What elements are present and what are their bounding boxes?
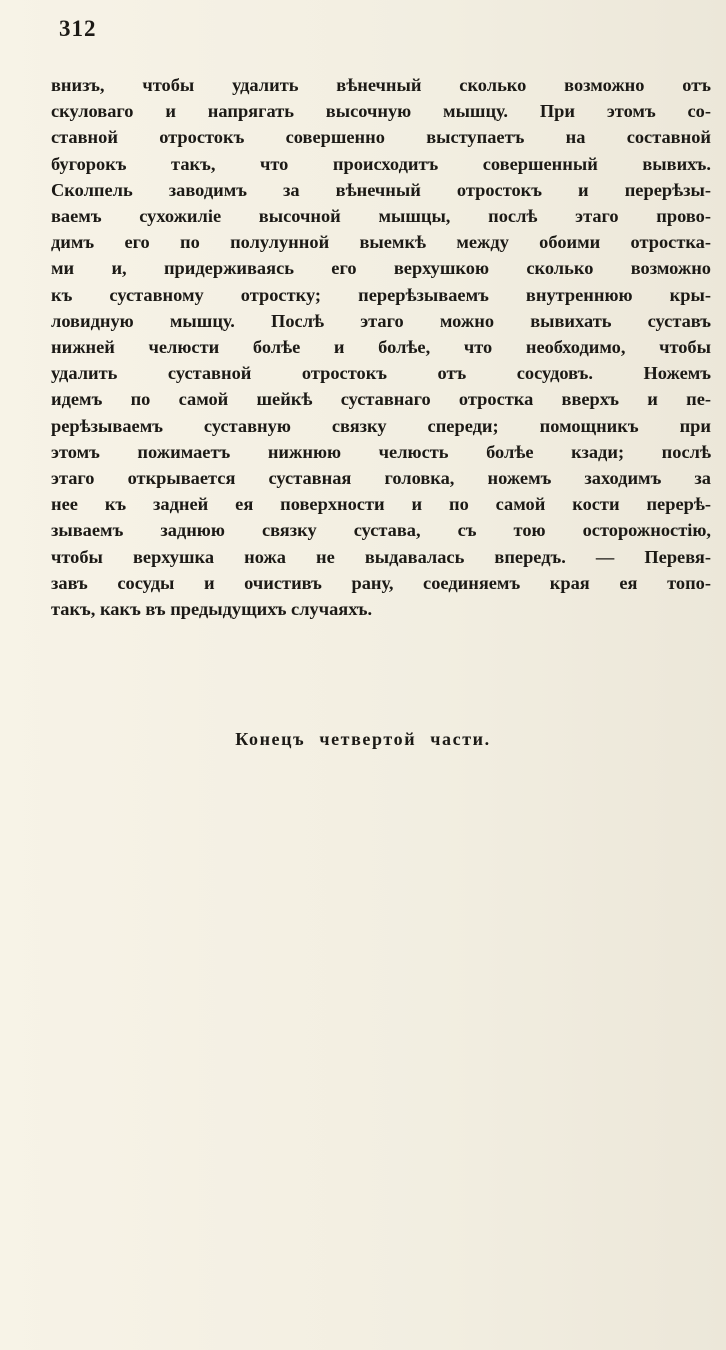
text-line: зываемъ заднюю связку сустава, съ тою осторожностію, bbox=[51, 520, 711, 541]
part-end-word: четвертой bbox=[319, 729, 417, 749]
text-line: бугорокъ такъ, что происходитъ совершенный вывихъ. bbox=[51, 153, 711, 174]
text-line: идемъ по самой шейкѣ суставнаго отростка вверхъ и пе- bbox=[51, 389, 711, 410]
text-line: Сколпель заводимъ за вѣнечный отростокъ и перерѣзы- bbox=[51, 179, 711, 200]
part-end-heading bbox=[0, 729, 726, 750]
text-line: скуловаго и напрягать высочную мышцу. При этомъ со- bbox=[51, 101, 711, 122]
text-line: удалить суставной отростокъ отъ сосудовъ. Ножемъ bbox=[51, 363, 711, 384]
page-number: 312 bbox=[59, 16, 97, 41]
text-line: рерѣзываемъ суставную связку спереди; помощникъ при bbox=[51, 415, 711, 436]
text-line: этомъ пожимаетъ нижнюю челюсть болѣе кзади; послѣ bbox=[51, 441, 711, 462]
text-line: внизъ, чтобы удалить вѣнечный сколько возможно отъ bbox=[51, 75, 711, 95]
text-line: чтобы верхушка ножа не выдавалась впередъ. — Перевя- bbox=[51, 546, 711, 567]
text-line: ставной отростокъ совершенно выступаетъ на составной bbox=[51, 127, 711, 148]
body-text bbox=[51, 72, 711, 622]
text-line: ми и, придерживаясь его верхушкою сколько возможно bbox=[51, 258, 711, 279]
text-line: такъ, какъ въ предыдущихъ случаяхъ. bbox=[51, 599, 373, 620]
text-line: къ суставному отростку; перерѣзываемъ внутреннюю кры- bbox=[51, 284, 711, 305]
text-line: нижней челюсти болѣе и болѣе, что необходимо, чтобы bbox=[51, 337, 711, 358]
text-line: этаго открывается суставная головка, ножемъ заходимъ за bbox=[51, 468, 711, 489]
text-line: димъ его по полулунной выемкѣ между обоими отростка- bbox=[51, 232, 711, 253]
text-line: ловидную мышцу. Послѣ этаго можно вывихать суставъ bbox=[51, 310, 711, 331]
text-line: ваемъ сухожиліе высочной мышцы, послѣ этаго прово- bbox=[51, 206, 711, 227]
text-line: завъ сосуды и очистивъ рану, соединяемъ края ея топо- bbox=[51, 572, 711, 593]
text-line: нее къ задней ея поверхности и по самой кости перерѣ- bbox=[51, 494, 711, 515]
part-end-word: части. bbox=[430, 729, 491, 749]
part-end-word: Конецъ bbox=[235, 729, 306, 749]
